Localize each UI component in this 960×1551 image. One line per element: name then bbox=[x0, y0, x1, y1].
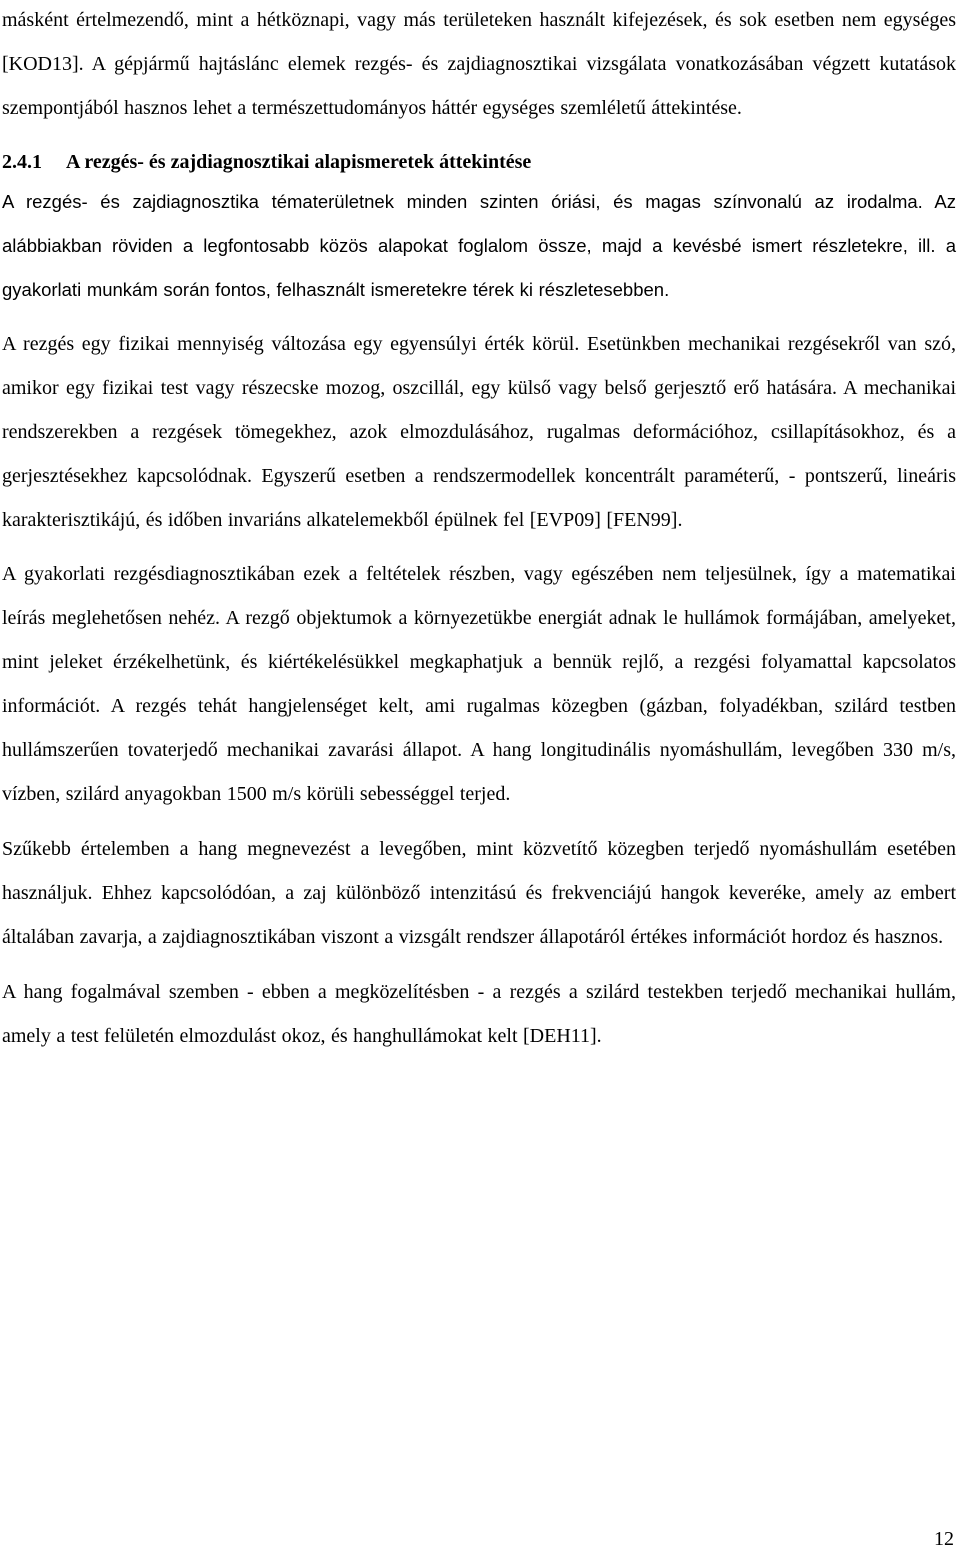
vibration-definition-paragraph: A rezgés egy fizikai mennyiség változása egy egyensúlyi érték körül. Esetünkben mechanikai rezgésekről van szó, amikor egy fizikai test vagy részecske mozog, oszcillál, egy külső vagy belső gerjesztő erő hatására. A mechanikai rendszerekben a rezgések tömegekhez, azok elmozdulásához, rugalmas deformációhoz, csillapításokhoz, és a gerjesztésekhez kapcsolódnak. Egyszerű esetben a rendszermodellek koncentrált paraméterű, - pontszerű, lineáris karakterisztikájú, és időben invariáns alkatelemekből épülnek fel [EVP09] [FEN99]. bbox=[2, 333, 956, 531]
overview-paragraph: A rezgés- és zajdiagnosztika tématerületnek minden szinten óriási, és magas színvonalú az irodalma. Az alábbiakban röviden a legfontosabb közös alapokat foglalom össze, majd a kevésbé ismert részletekre, ill. a gyakorlati munkám során fontos, felhasznált ismeretekre térek ki részletesebben. bbox=[2, 191, 956, 300]
section-heading bbox=[2, 150, 956, 174]
page-number: 12 bbox=[934, 1528, 954, 1550]
vibration-approach-paragraph: A hang fogalmával szemben - ebben a megközelítésben - a rezgés a szilárd testekben terjedő mechanikai hullám, amely a test felületén elmozdulást okoz, és hanghullámokat kelt [DEH11]. bbox=[2, 981, 956, 1047]
section-title: A rezgés- és zajdiagnosztikai alapismeretek áttekintése bbox=[66, 151, 532, 173]
practical-diagnostics-paragraph: A gyakorlati rezgésdiagnosztikában ezek a feltételek részben, vagy egészében nem teljesülnek, így a matematikai leírás meglehetősen nehéz. A rezgő objektumok a környezetükbe energiát adnak le hullámok formájában, amelyeket, mint jeleket érzékelhetünk, és kiértékelésükkel megkaphatjuk a bennük rejlő, a rezgési folyamattal kapcsolatos információt. A rezgés tehát hangjelenséget kelt, ami rugalmas közegben (gázban, folyadékban, szilárd testben hullámszerűen tovaterjedő mechanikai zavarási állapot. A hang longitudinális nyomáshullám, levegőben 330 m/s, vízben, szilárd anyagokban 1500 m/s körüli sebességgel terjed. bbox=[2, 563, 956, 805]
intro-paragraph: másként értelmezendő, mint a hétköznapi, vagy más területeken használt kifejezések, és sok esetben nem egységes [KOD13]. A gépjármű hajtáslánc elemek rezgés- és zajdiagnosztikai vizsgálata vonatkozásában végzett kutatások szempontjából hasznos lehet a természettudományos háttér egységes szemléletű áttekintése. bbox=[2, 9, 956, 119]
section-number: 2.4.1 bbox=[2, 151, 42, 173]
sound-paragraph: Szűkebb értelemben a hang megnevezést a levegőben, mint közvetítő közegben terjedő nyomáshullám esetében használjuk. Ehhez kapcsolódóan, a zaj különböző intenzitású és frekvenciájú hangok keveréke, amely az embert általában zavarja, a zajdiagnosztikában viszont a vizsgált rendszer állapotáról értékes információt hordoz és hasznos. bbox=[2, 838, 956, 948]
document-body bbox=[2, 0, 956, 1058]
